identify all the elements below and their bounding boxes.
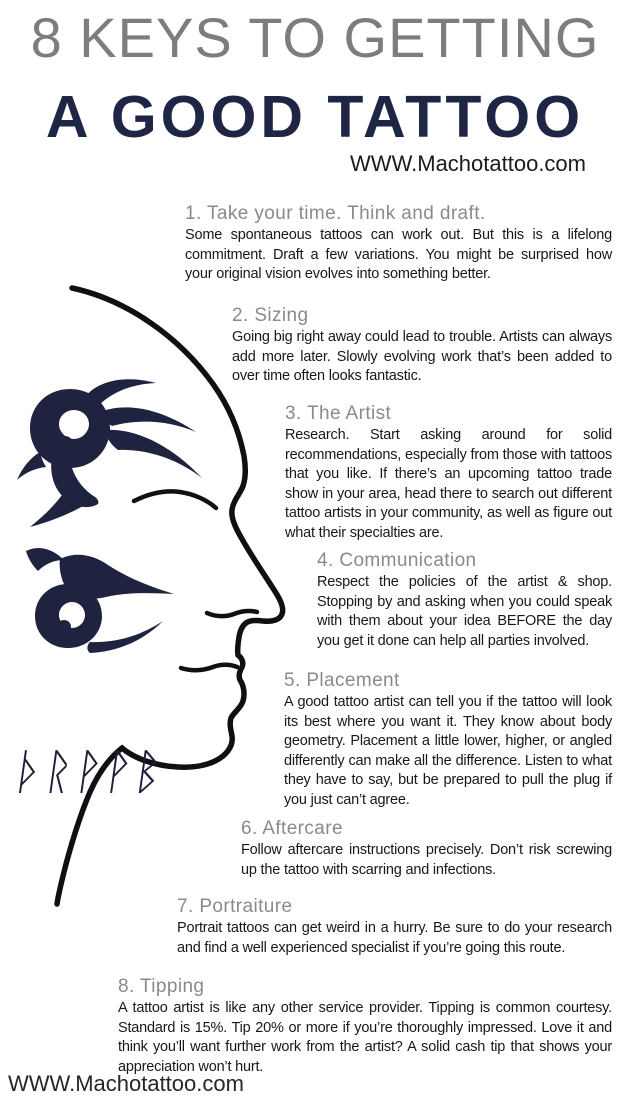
jaw-rune-tattoo: ᚦᚱᚹᚹᛒ [10, 744, 168, 800]
section-body: Follow aftercare instructions precisely. Don’t risk screwing up the tattoo with scarring and infections. [241, 842, 612, 878]
section-body: Some spontaneous tattoos can work out. But this is a lifelong commitment. Draft a few variations. You might be surprised how your original vision evolves into something better. [185, 227, 612, 282]
website-url-footer: WWW.Machotattoo.com [8, 1071, 244, 1096]
mouth-line [181, 665, 237, 670]
section-take-your-time [185, 202, 612, 285]
section-body: A tattoo artist is like any other service provider. Tipping is common courtesy. Standard is 15%. Tip 20% or more if you’re thoroughly impressed. Love it and think you’ll want further work from the artist? A solid cash tip that shows your appreciation won’t hurt. [118, 1000, 612, 1075]
brow-tribal-tattoo [17, 379, 202, 527]
section-placement [284, 669, 612, 810]
section-heading: 8. Tipping [118, 976, 205, 997]
section-heading: 4. Communication [317, 550, 477, 571]
section-heading: 2. Sizing [232, 305, 309, 326]
section-heading: 6. Aftercare [241, 818, 343, 839]
section-heading: 1. Take your time. Think and draft. [185, 203, 486, 224]
section-communication [317, 549, 612, 651]
section-heading: 3. The Artist [285, 403, 392, 424]
section-body: Going big right away could lead to trouble. Artists can always add more later. Slowly evolving work that’s been added to over time often looks fantastic. [232, 329, 612, 384]
section-body: Research. Start asking around for solid recommendations, especially from those with tattoos that you like. If there’s an upcoming tattoo trade show in your area, head there to search out different tattoo artists in your community, as well as figure out what their specialties are. [285, 427, 612, 541]
section-heading: 5. Placement [284, 670, 400, 691]
section-the-artist [285, 402, 612, 543]
eye-line [134, 491, 216, 508]
section-body: Portrait tattoos can get weird in a hurry. Be sure to do your research and find a well experienced specialist if you’re going this route. [177, 920, 612, 956]
section-heading: 7. Portraiture [177, 896, 293, 917]
section-tipping [118, 975, 612, 1077]
section-body: A good tattoo artist can tell you if the tattoo will look its best where you want it. They know about body geometry. Placement a little lower, higher, or angled differently can make all the difference. Listen to what they have to say, but be prepared to pull the plug if you just can’t agree. [284, 694, 612, 808]
page-title-line1: 8 KEYS TO GETTING [30, 6, 600, 69]
section-body: Respect the policies of the artist & shop. Stopping by and asking when you could speak with them about your idea BEFORE the day you get it done can help all parties involved. [317, 574, 612, 649]
nostril-line [207, 611, 257, 616]
face-profile-illustration [0, 280, 310, 920]
page-title-line2: A GOOD TATTOO [45, 84, 585, 150]
website-url-header: WWW.Machotattoo.com [350, 151, 586, 176]
cheek-tribal-tattoo [26, 548, 174, 653]
